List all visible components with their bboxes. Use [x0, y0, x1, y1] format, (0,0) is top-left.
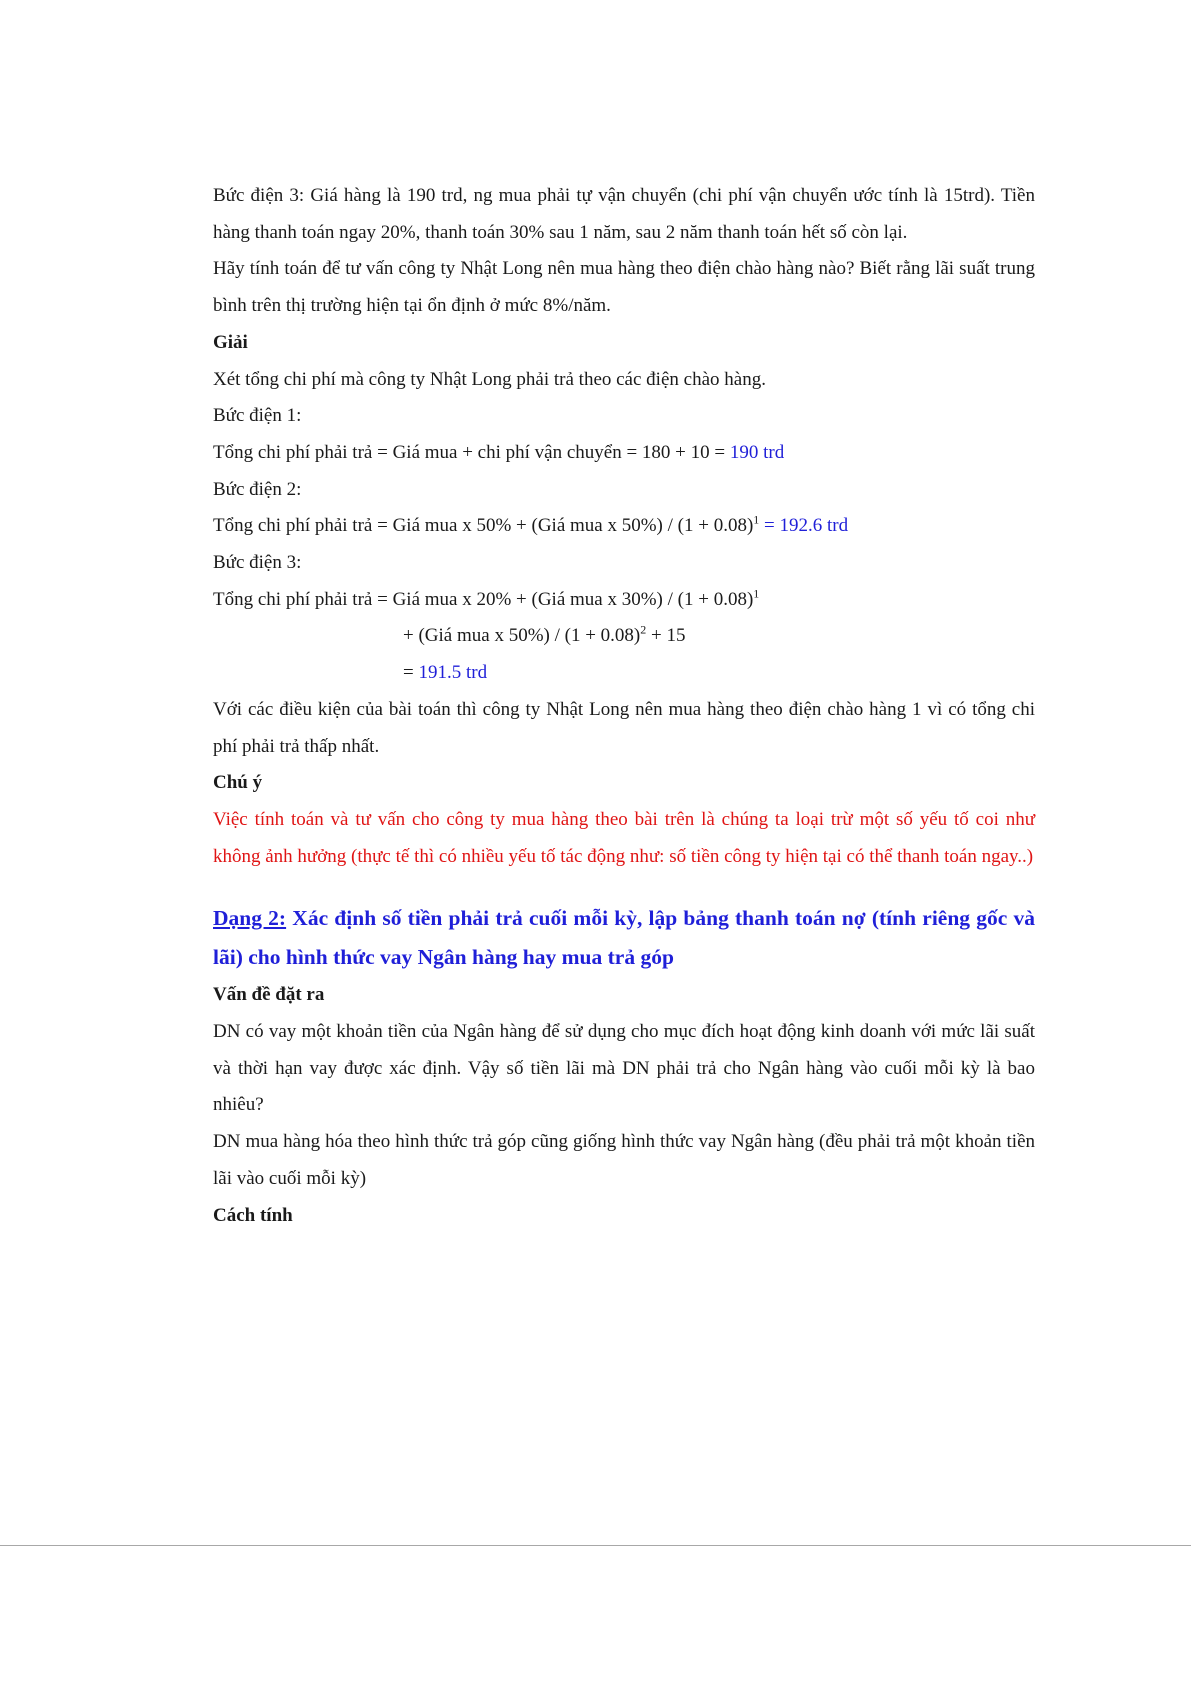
- result-offer-2: 192.6 trd: [779, 515, 849, 537]
- heading-method: Cách tính: [213, 1204, 293, 1226]
- paragraph-loan: DN có vay một khoản tiền của Ngân hàng để sử dụng cho mục đích hoạt động kinh doanh với mức lãi suất và thời hạn vay được xác định. Vậy số tiền lãi mà DN phải trả cho Ngân hàng vào cuối mỗi kỳ là bao nhiêu?: [213, 1021, 1035, 1116]
- result-offer-1: 190 trd: [729, 441, 785, 463]
- paragraph-conclusion: Với các điều kiện của bài toán thì công ty Nhật Long nên mua hàng theo điện chào hàng 1 vì có tổng chi phí phải trả thấp nhất.: [213, 698, 1035, 757]
- exponent: 1: [753, 586, 760, 601]
- section-text: Xác định số tiền phải trả cuối mỗi kỳ, lập bảng thanh toán nợ (tính riêng gốc và lãi) cho hình thức vay Ngân hàng hay mua trả góp: [213, 906, 1035, 970]
- exponent: 1: [753, 513, 760, 527]
- equation-offer-3-text-3: =: [403, 662, 419, 684]
- equation-offer-1: [213, 435, 1035, 472]
- paragraph-question: Hãy tính toán để tư vấn công ty Nhật Long nên mua hàng theo điện chào hàng nào? Biết rằng lãi suất trung bình trên thị trường hiện tại ổn định ở mức 8%/năm.: [213, 258, 1035, 317]
- equation-offer-3-line-1: [213, 582, 1035, 619]
- equation-offer-3-line-3: [213, 655, 1035, 692]
- paragraph-consider: Xét tổng chi phí mà công ty Nhật Long phải trả theo các điện chào hàng.: [213, 368, 766, 390]
- equals-sign: =: [759, 515, 780, 537]
- heading-problem: Vấn đề đặt ra: [213, 984, 325, 1006]
- exponent: 2: [640, 623, 647, 638]
- section-title: [213, 899, 1035, 977]
- equation-offer-3-line-2: [213, 618, 1035, 655]
- paragraph-offer-3: Bức điện 3: Giá hàng là 190 trd, ng mua phải tự vận chuyển (chi phí vận chuyển ước tính là 15trd). Tiền hàng thanh toán ngay 20%, thanh toán 30% sau 1 năm, sau 2 năm thanh toán hết số còn lại.: [213, 185, 1035, 243]
- label-offer-1: Bức điện 1:: [213, 405, 302, 427]
- equation-offer-2-text: Tổng chi phí phải trả = Giá mua x 50% + (Giá mua x 50%) / (1 + 0.08): [213, 515, 754, 537]
- heading-note: Chú ý: [213, 772, 263, 794]
- page-divider: [0, 1545, 1191, 1546]
- equation-offer-3-text-1: Tổng chi phí phải trả = Giá mua x 20% + (Giá mua x 30%) / (1 + 0.08): [213, 588, 754, 610]
- paragraph-installment: DN mua hàng hóa theo hình thức trả góp cũng giống hình thức vay Ngân hàng (đều phải trả một khoản tiền lãi vào cuối mỗi kỳ): [213, 1131, 1035, 1189]
- equation-offer-3-text-2b: + 15: [646, 625, 686, 647]
- result-offer-3: 191.5 trd: [418, 662, 488, 684]
- equation-offer-1-text: Tổng chi phí phải trả = Giá mua + chi phí vận chuyển = 180 + 10 =: [213, 441, 730, 463]
- paragraph-note: Việc tính toán và tư vấn cho công ty mua hàng theo bài trên là chúng ta loại trừ một số yếu tố coi như không ảnh hưởng (thực tế thì có nhiều yếu tố tác động như: số tiền công ty hiện tại có thể thanh toán ngay..): [213, 808, 1035, 867]
- label-offer-3: Bức điện 3:: [213, 552, 302, 574]
- equation-offer-3-text-2: + (Giá mua x 50%) / (1 + 0.08): [403, 625, 641, 647]
- document-body: [213, 178, 1035, 1234]
- label-offer-2: Bức điện 2:: [213, 478, 302, 500]
- equation-offer-2: [213, 508, 1035, 545]
- section-label: Dạng 2:: [213, 906, 287, 931]
- heading-solution: Giải: [213, 331, 248, 353]
